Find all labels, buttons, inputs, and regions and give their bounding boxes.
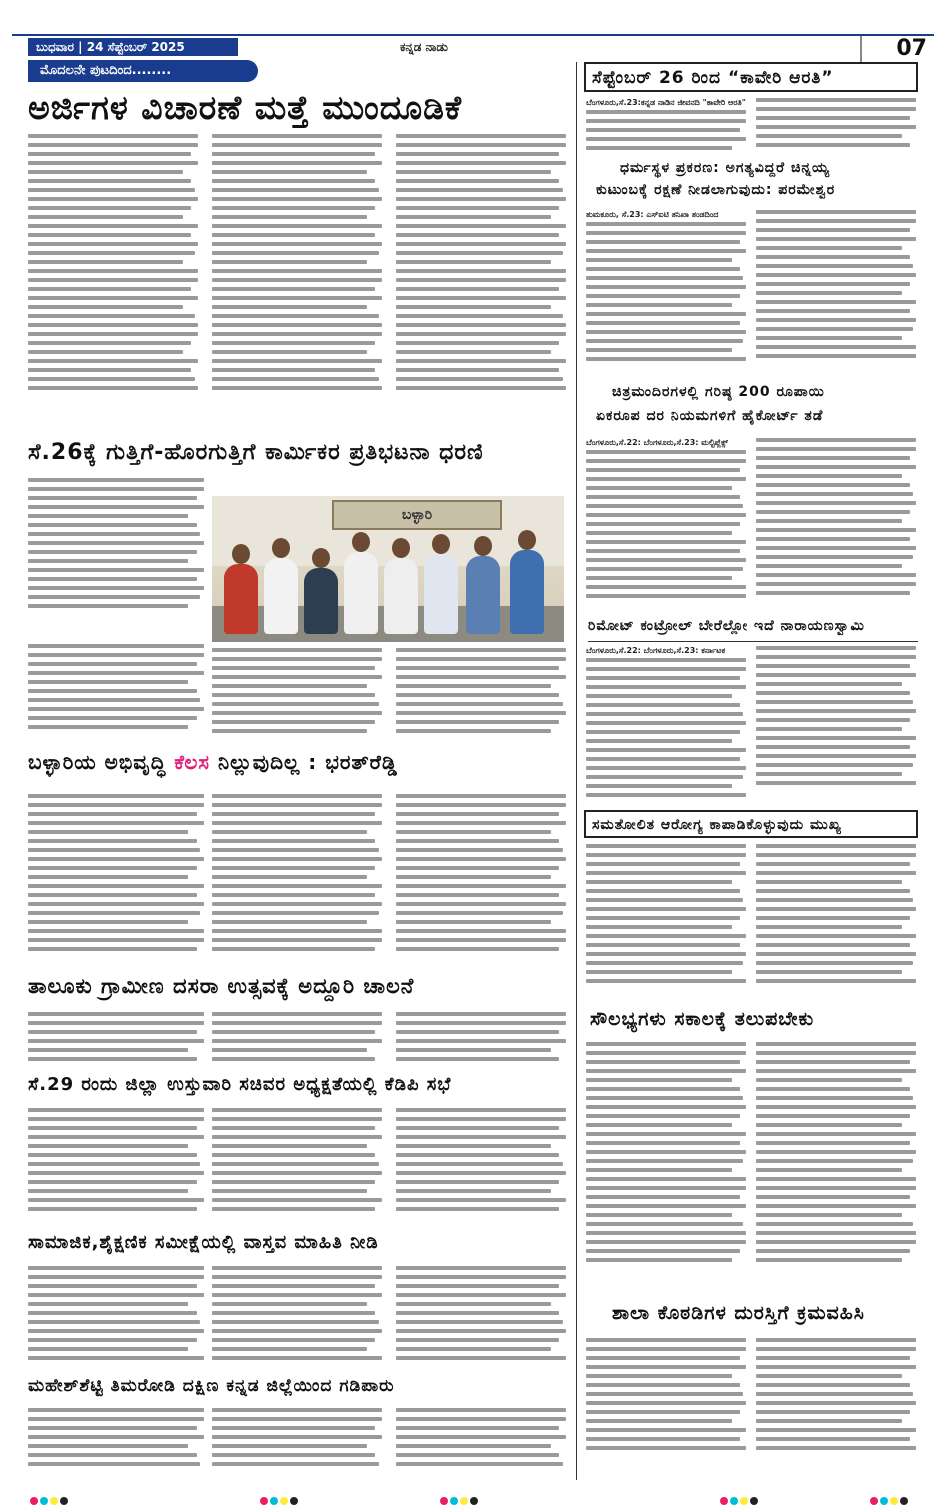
article-body xyxy=(586,1338,746,1468)
headline-cinema-rate-line1: ಚಿತ್ರಮಂದಿರಗಳಲ್ಲಿ ಗರಿಷ್ಠ 200 ರೂಪಾಯಿ xyxy=(612,384,825,400)
article-body xyxy=(756,98,916,154)
headline-balanced-health: ಸಮತೋಲಿತ ಆರೋಗ್ಯ ಕಾಪಾಡಿಕೊಳ್ಳುವುದು ಮುಖ್ಯ xyxy=(584,810,918,838)
headline-dharmasthala-line2: ಕುಟುಂಬಕ್ಕೆ ರಕ್ಷಣೆ ನೀಡಲಾಗುವುದು: ಪರಮೇಶ್ವರ xyxy=(596,182,836,198)
article-body xyxy=(212,1408,382,1478)
article-body xyxy=(28,478,204,638)
page-number-divider xyxy=(860,36,862,62)
headline-workers-protest: ಸೆ.26ಕ್ಕೆ ಗುತ್ತಿಗೆ-ಹೊರಗುತ್ತಿಗೆ ಕಾರ್ಮಿಕರ ಪ್ರತಿಭಟನಾ ಧರಣಿ xyxy=(28,440,484,465)
article-body xyxy=(212,1012,382,1070)
headline-highlight: ಕೆಲಸ xyxy=(174,750,210,774)
photo-person xyxy=(424,554,458,634)
photo-person xyxy=(466,556,500,634)
headline-kaveri-aarti: ಸೆಪ್ಟೆಂಬರ್ 26 ರಿಂದ “ಕಾವೇರಿ ಆರತಿ” xyxy=(584,62,918,92)
article-body xyxy=(396,134,566,434)
article-body xyxy=(586,438,746,614)
column-divider xyxy=(576,62,577,1480)
dateline: ಬೆಂಗಳೂರು,ಸೆ.23:ಕನ್ನಡ ನಾಡಿನ ಜೀವನದಿ "ಕಾವೇರಿ ಆರತಿ" xyxy=(586,98,746,107)
headline-dharmasthala-line1: ಧರ್ಮಸ್ಥಳ ಪ್ರಕರಣ: ಅಗತ್ಯವಿದ್ದರೆ ಚಿನ್ನಯ್ಯ xyxy=(620,160,830,176)
article-body xyxy=(28,1408,204,1478)
print-registration-marks xyxy=(30,1490,70,1500)
photo-person xyxy=(264,558,298,634)
article-body xyxy=(212,794,382,970)
headline-kdp-meeting: ಸೆ.29 ರಂದು ಜಿಲ್ಲಾ ಉಸ್ತುವಾರಿ ಸಚಿವರ ಅಧ್ಯಕ್ಷತೆಯಲ್ಲಿ ಕೆಡಿಪಿ ಸಭೆ xyxy=(28,1074,452,1095)
photo-person xyxy=(384,558,418,634)
dateline: ಬೆಂಗಳೂರು,ಸೆ.22: ಬೆಂಗಳೂರು,ಸೆ.23: ಕರ್ನಾಟಕ xyxy=(586,646,726,655)
print-registration-marks xyxy=(720,1490,760,1500)
article-body xyxy=(28,134,198,434)
article-body xyxy=(396,1408,566,1478)
article-body xyxy=(212,648,382,744)
masthead: ಕನ್ನಡ ನಾಡು xyxy=(400,40,448,54)
article-body xyxy=(756,1042,916,1298)
article-body xyxy=(28,794,204,970)
headline-text: ನಿಲ್ಲುವುದಿಲ್ಲ : ಭರತ್‌ರೆಡ್ಡಿ xyxy=(210,750,398,774)
header-rule xyxy=(12,34,934,36)
headline-dasara-festival: ತಾಲೂಕು ಗ್ರಾಮೀಣ ದಸರಾ ಉತ್ಸವಕ್ಕೆ ಅದ್ದೂರಿ ಚಾಲನೆ xyxy=(28,974,415,998)
dateline: ಬೆಂಗಳೂರು,ಸೆ.22: ಬೆಂಗಳೂರು,ಸೆ.23: ಮಲ್ಟಿಪ್ಲೆಕ್ಸ್ xyxy=(586,438,728,447)
photo-banner-text: ಬಳ್ಳಾರಿ xyxy=(401,507,433,523)
article-body xyxy=(756,210,916,380)
article-body xyxy=(28,1266,204,1372)
article-body xyxy=(756,646,916,802)
headline-survey-info: ಸಾಮಾಜಿಕ,ಶೈಕ್ಷಣಿಕ ಸಮೀಕ್ಷೆಯಲ್ಲಿ ವಾಸ್ತವ ಮಾಹಿತಿ ನೀಡಿ xyxy=(28,1232,379,1253)
headline-remote-control: ರಿಮೋಟ್ ಕಂಟ್ರೋಲ್ ಬೇರೆಲ್ಲೋ ಇದೆ ನಾರಾಯಣಸ್ವಾಮಿ xyxy=(588,618,918,642)
article-body xyxy=(396,794,566,970)
article-body xyxy=(396,1266,566,1372)
article-body xyxy=(28,644,204,744)
photo-person xyxy=(344,552,378,634)
photo-person xyxy=(304,568,338,634)
photo-banner xyxy=(332,500,502,530)
print-registration-marks xyxy=(260,1490,300,1500)
article-body xyxy=(28,1108,204,1228)
article-body xyxy=(756,438,916,614)
article-body xyxy=(586,1042,746,1298)
headline-text: ಬಳ್ಳಾರಿಯ ಅಭಿವೃದ್ಧಿ xyxy=(28,750,175,774)
article-body xyxy=(396,648,566,744)
news-photo-group xyxy=(212,496,564,642)
article-body xyxy=(396,1012,566,1070)
article-body xyxy=(586,98,746,154)
article-body xyxy=(586,646,746,802)
photo-person xyxy=(224,564,258,634)
issue-date: ಬುಧವಾರ | 24 ಸೆಪ್ಟೆಂಬರ್ 2025 xyxy=(28,38,238,56)
article-body xyxy=(28,1012,204,1070)
headline-timarodi-exile: ಮಹೇಶ್‌ಶೆಟ್ಟಿ ತಿಮರೋಡಿ ದಕ್ಷಿಣ ಕನ್ನಡ ಜಿಲ್ಲೆಯಿಂದ ಗಡಿಪಾರು xyxy=(28,1376,395,1396)
dateline: ತುಮಕೂರು, ಸೆ.23: ಎಸ್ಐಟಿ ತನಿಖಾ ತಂಡದಿಂದ xyxy=(586,210,719,219)
print-registration-marks xyxy=(870,1490,910,1500)
print-registration-marks xyxy=(440,1490,480,1500)
section-tag: ಮೊದಲನೇ ಪುಟದಿಂದ........ xyxy=(28,60,258,82)
article-body xyxy=(586,844,746,1004)
photo-person xyxy=(510,550,544,634)
headline-applications-hearing: ಅರ್ಜಿಗಳ ವಿಚಾರಣೆ ಮತ್ತೆ ಮುಂದೂಡಿಕೆ xyxy=(28,88,463,127)
article-body xyxy=(586,210,746,380)
headline-school-repair: ಶಾಲಾ ಕೊಠಡಿಗಳ ದುರಸ್ತಿಗೆ ಕ್ರಮವಹಿಸಿ xyxy=(612,1302,865,1324)
article-body xyxy=(212,1266,382,1372)
article-body xyxy=(212,1108,382,1228)
headline-cinema-rate-line2: ಏಕರೂಪ ದರ ನಿಯಮಗಳಿಗೆ ಹೈಕೋರ್ಟ್ ತಡೆ xyxy=(596,408,824,424)
article-body xyxy=(756,844,916,1004)
headline-ballari-development xyxy=(28,750,568,788)
page-number: 07 xyxy=(896,36,927,61)
headline-facilities-timely: ಸೌಲಭ್ಯಗಳು ಸಕಾಲಕ್ಕೆ ತಲುಪಬೇಕು xyxy=(590,1008,815,1030)
article-body xyxy=(212,134,382,434)
article-body xyxy=(396,1108,566,1228)
article-body xyxy=(756,1338,916,1468)
